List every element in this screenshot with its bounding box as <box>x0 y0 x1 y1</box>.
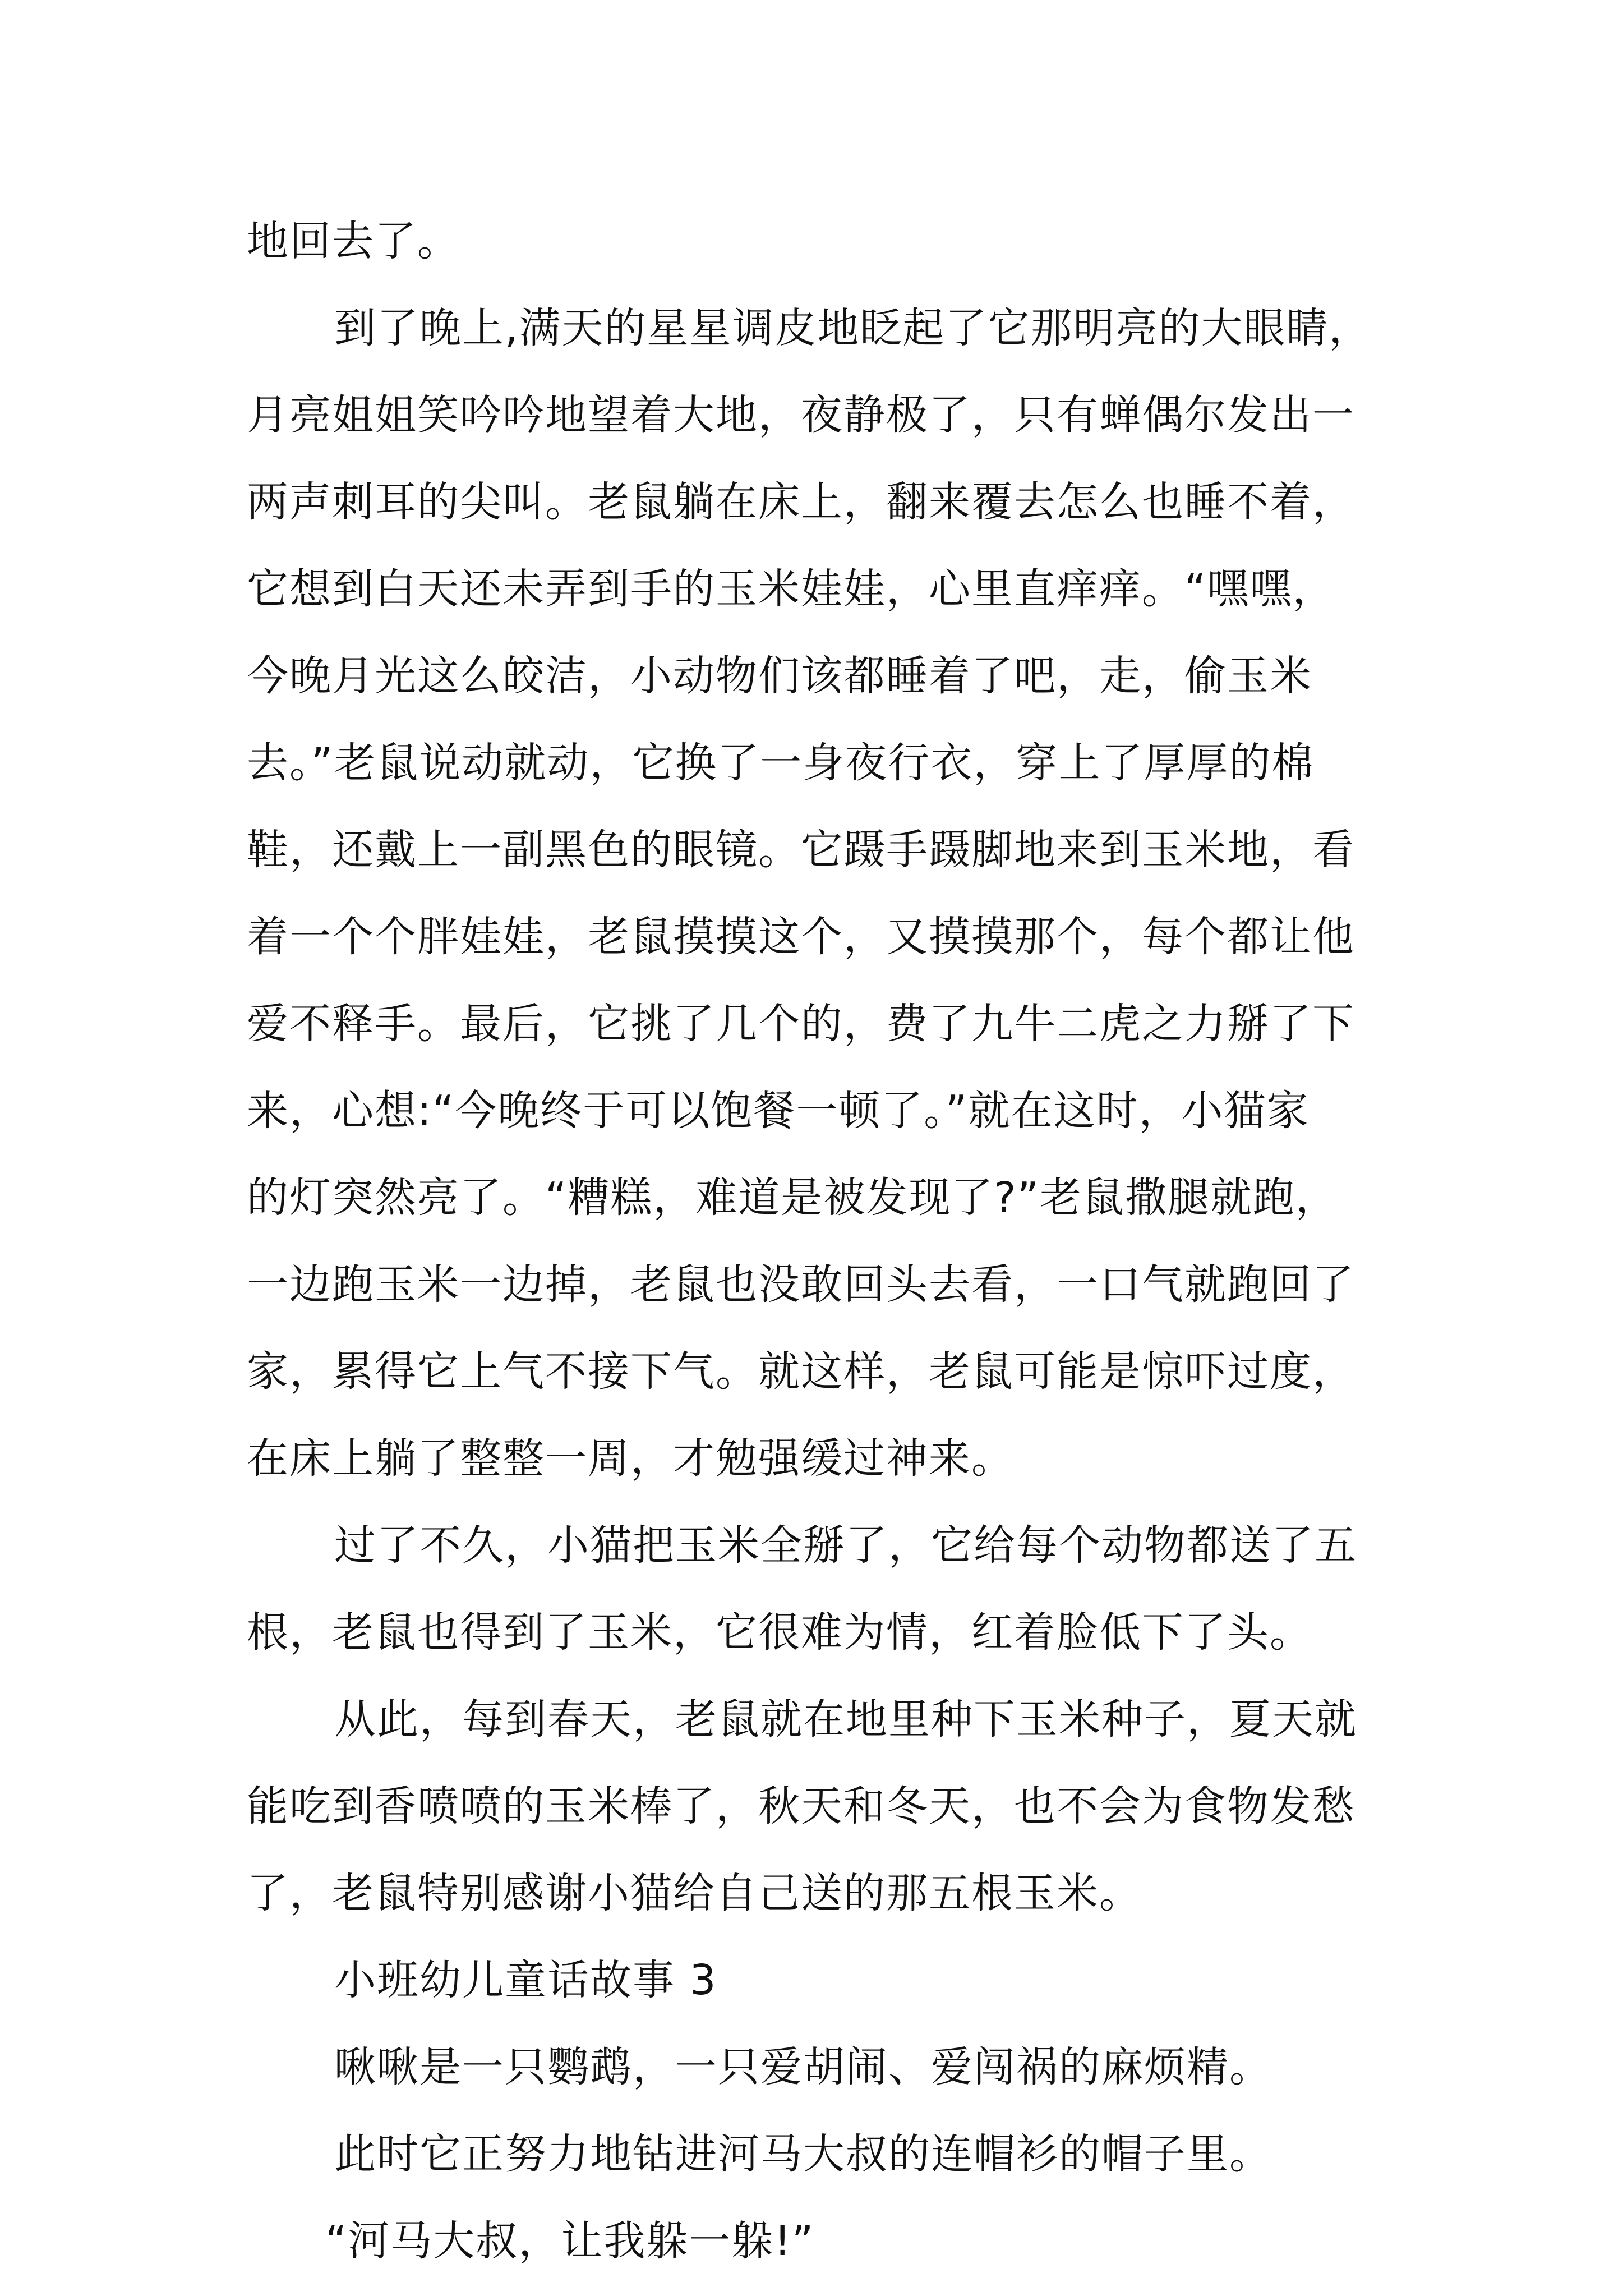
text-line: 过了不久，小猫把玉米全掰了，它给每个动物都送了五 <box>334 1521 1357 1570</box>
text-line: “河马大叔，让我躲一躲!” <box>325 2217 815 2265</box>
text-line: 家，累得它上气不接下气。就这样，老鼠可能是惊吓过度， <box>247 1347 1355 1396</box>
text-line: 去。”老鼠说动就动，它换了一身夜行衣，穿上了厚厚的棉 <box>247 739 1315 787</box>
text-line: 从此，每到春天，老鼠就在地里种下玉米种子，夏天就 <box>334 1695 1357 1743</box>
text-line: 它想到白天还未弄到手的玉米娃娃，心里直痒痒。“嘿嘿， <box>247 565 1335 613</box>
text-line: 啾啾是一只鹦鹉，一只爱胡闹、爱闯祸的麻烦精。 <box>334 2043 1272 2091</box>
text-line: 能吃到香喷喷的玉米棒了，秋天和冬天，也不会为食物发愁 <box>247 1782 1355 1830</box>
text-line: 地回去了。 <box>247 217 460 265</box>
text-line: 月亮姐姐笑吟吟地望着大地，夜静极了，只有蝉偶尔发出一 <box>247 391 1355 439</box>
text-line: 的灯突然亮了。“糟糕，难道是被发现了?”老鼠撒腿就跑， <box>247 1174 1338 1222</box>
text-line: 两声刺耳的尖叫。老鼠躺在床上，翻来覆去怎么也睡不着， <box>247 478 1355 526</box>
text-line: 今晚月光这么皎洁，小动物们该都睡着了吧，走，偷玉米 <box>247 652 1312 700</box>
text-line: 来，心想:“今晚终于可以饱餐一顿了。”就在这时，小猫家 <box>247 1087 1310 1135</box>
text-line: 根，老鼠也得到了玉米，它很难为情，红着脸低下了头。 <box>247 1608 1312 1657</box>
text-line: 一边跑玉米一边掉，老鼠也没敢回头去看，一口气就跑回了 <box>247 1260 1355 1309</box>
text-line: 着一个个胖娃娃，老鼠摸摸这个，又摸摸那个，每个都让他 <box>247 913 1355 961</box>
text-line: 了，老鼠特别感谢小猫给自己送的那五根玉米。 <box>247 1869 1142 1917</box>
text-line: 鞋，还戴上一副黑色的眼镜。它蹑手蹑脚地来到玉米地，看 <box>247 826 1355 874</box>
text-line: 到了晚上,满天的星星调皮地眨起了它那明亮的大眼睛， <box>334 304 1372 352</box>
text-line: 此时它正努力地钻进河马大叔的连帽衫的帽子里。 <box>334 2130 1272 2178</box>
section-heading: 小班幼儿童话故事 3 <box>334 1956 717 2004</box>
text-line: 爱不释手。最后，它挑了几个的，费了九牛二虎之力掰了下 <box>247 1000 1355 1048</box>
text-line: 在床上躺了整整一周，才勉强缓过神来。 <box>247 1434 1014 1483</box>
